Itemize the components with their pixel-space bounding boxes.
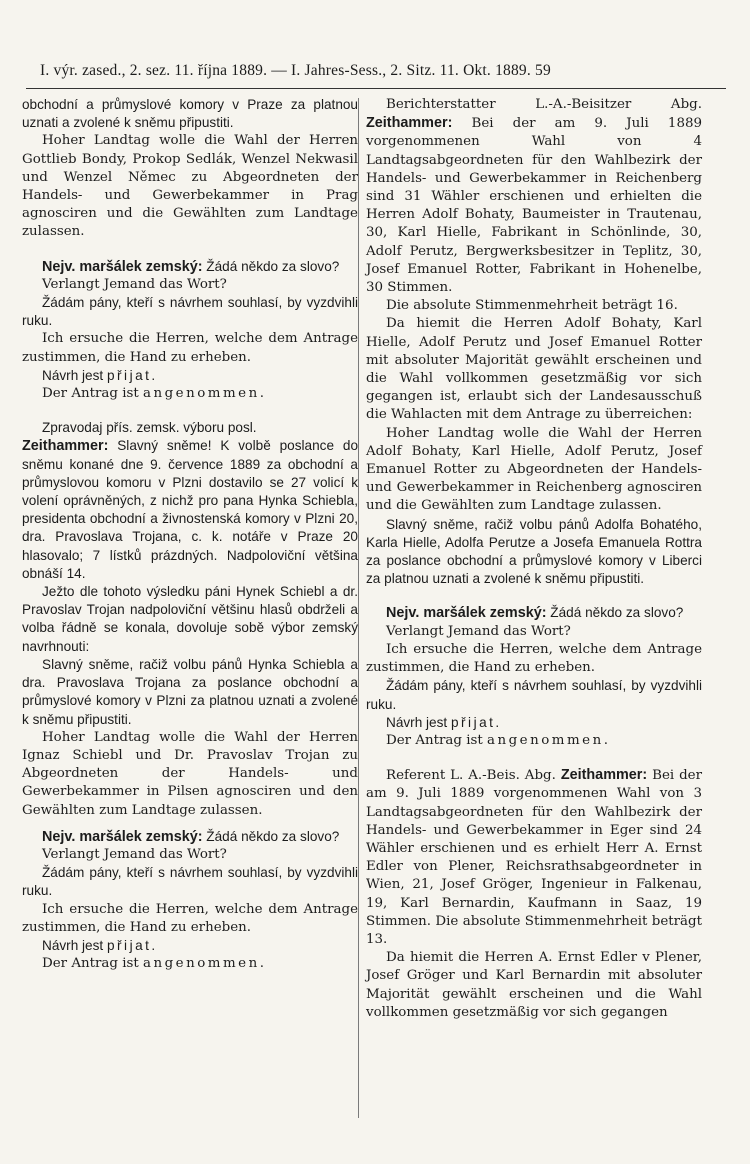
spacer [22, 403, 358, 419]
speech-text: Slavný sněme! K volbě poslance do sněmu konané dne 9. července 1889 za obchodní a průmyslovou komoru v Plzni dostavilo se 27 volicí k volení oprávněných, z nichž pro pana Hynka Schiebla, presidenta obchodní a živnostenská komory v Plzni 20, dra. Pravoslava Trojana, c. k. notáře v Praze 20 hlasovalo; 7 lístků prázdných. Nadpoloviční většina obnáší 14. [22, 438, 358, 581]
paragraph: Žádám pány, kteří s návrhem souhlasí, by vyzdvihli ruku. [366, 678, 702, 712]
paragraph: Ich ersuche die Herren, welche dem Antrage zustimmen, die Hand zu erheben. [22, 901, 358, 935]
spacer [366, 750, 702, 766]
column-divider [358, 98, 359, 1118]
right-column [366, 96, 702, 1022]
speech [366, 96, 702, 297]
header-rule [26, 88, 726, 89]
paragraph: Hoher Landtag wolle die Wahl der Herren Ignaz Schiebl und Dr. Pravoslav Trojan zu Abgeordneten der Handels- und Gewerbekammer in Pilsen agnosciren und den Gewählten zum Landtage zulassen. [22, 729, 358, 818]
paragraph [22, 385, 358, 403]
paragraph: Da hiemit die Herren Adolf Bohaty, Karl Hielle, Adolf Perutz und Josef Emanuel Rotter mit absoluter Majorität gewählt erscheinen und die Wahl vollkommen gesetzmäßig vor sich gegangen ist, erlaubt sich der Landesausschuß die Wahlacten mit dem Antrage zu überreichen: [366, 316, 702, 423]
speech [366, 604, 702, 622]
paragraph [366, 714, 702, 732]
text: Návrh jest [42, 937, 107, 953]
speaker-name: Nejv. maršálek zemský: [42, 828, 203, 845]
spaced-text: přijat. [106, 367, 158, 383]
speech [22, 419, 358, 583]
speaker-name: Zeithammer: [366, 115, 453, 132]
text: Der Antrag ist [386, 732, 487, 748]
spaced-text: přijat. [450, 714, 502, 730]
paragraph: Slavný sněme, račiž volbu pánů Hynka Schiebla a dra. Pravoslava Trojana za poslance obchodní a průmyslové komory v Plzni za platnou uznati a zvolené k sněmu připustiti. [22, 656, 358, 727]
speech-text: Žádá někdo za slovo? [202, 828, 340, 844]
paragraph: Verlangt Jemand das Wort? [386, 623, 571, 639]
paragraph: Ich ersuche die Herren, welche dem Antrage zustimmen, die Hand zu erheben. [366, 641, 702, 676]
speech [22, 828, 358, 846]
text: Návrh jest [386, 714, 451, 730]
speech [366, 766, 702, 949]
text: Zpravodaj přís. zemsk. výboru posl. [42, 420, 257, 436]
paragraph: Verlangt Jemand das Wort? [42, 276, 227, 292]
paragraph: Verlangt Jemand das Wort? [42, 846, 227, 862]
paragraph [22, 937, 358, 955]
speech-text: Žádá někdo za slovo? [202, 258, 340, 274]
speaker-name: Nejv. maršálek zemský: [42, 258, 203, 275]
paragraph [22, 367, 358, 385]
speech-text: Žádá někdo za slovo? [546, 605, 684, 621]
paragraph [366, 732, 702, 750]
paragraph: Hoher Landtag wolle die Wahl der Herren Adolf Bohaty, Karl Hielle, Adolf Perutz, Josef Emanuel Rotter zu Abgeordneten der Handels- und Gewerbekammer in Reichenberg agnosciren und die Gewählten zum Landtage zulassen. [366, 425, 702, 514]
paragraph: obchodní a průmyslové komory v Praze za platnou uznati a zvolené k sněmu připustiti. [22, 97, 358, 131]
spaced-text: přijat. [106, 937, 158, 953]
speaker-name: Nejv. maršálek zemský: [386, 605, 547, 622]
text: Der Antrag ist [42, 386, 143, 402]
spaced-text: angenommen. [487, 732, 611, 748]
spaced-text: angenommen. [143, 956, 267, 972]
text: Der Antrag ist [42, 956, 143, 972]
paragraph: Die absolute Stimmenmehrheit beträgt 16. [386, 298, 678, 314]
text: Berichterstatter L.-A.-Beisitzer Abg. [386, 97, 702, 112]
speech [22, 258, 358, 276]
spaced-text: angenommen. [143, 386, 267, 402]
speech-text: Bei der am 9. Juli 1889 vorgenommenen Wahl von 3 Landtagsabgeordneten für den Wahlbezirk der Handels- und Gewerbekammer in Eger sind 24 Wähler erschienen und es erhielt Herr A. Ernst Edler von Plener, Reichsrathsabgeordneter in Wien, 21, Josef Gröger, Ingenieur in Falkenau, 19, Karl Bernardin, Kaufmann in Saaz, 19 Stimmen. Die absolute Stimmenmehrheit beträgt 13. [366, 768, 702, 947]
spacer [366, 588, 702, 604]
speech-text: Bei der am 9. Juli 1889 vorgenommenen Wahl von 4 Landtagsabgeordneten für den Wahlbezirk der Handels- und Gewerbekammer in Reichenberg sind 31 Wähler erschienen und erhielten die Herren Adolf Bohaty, Baumeister in Trautenau, 30, Karl Hielle, Fabrikant in Schönlinde, 30, Adolf Perutz, Bergwerksbesitzer in Teplitz, 30, Josef Emanuel Rotter, Fabrikant in Hohenelbe, 30 Stimmen. [366, 116, 702, 296]
paragraph: Žádám pány, kteří s návrhem souhlasí, by vyzdvihli ruku. [22, 865, 358, 899]
text: Návrh jest [42, 367, 107, 383]
left-column [22, 96, 358, 973]
paragraph: Žádám pány, kteří s návrhem souhlasí, by vyzdvihli ruku. [22, 295, 358, 329]
page-header: I. výr. zased., 2. sez. 11. října 1889. — I. Jahres-Sess., 2. Sitz. 11. Okt. 1889. 59 [40, 62, 551, 79]
paragraph: Ježto dle tohoto výsledku páni Hynek Schiebl a dr. Pravoslav Trojan nadpoloviční většinu hlasů obdrželi a volba řádně se konala, dovoluje sobě výbor zemský navrhnouti: [22, 584, 358, 654]
speaker-name: Zeithammer: [560, 767, 648, 784]
paragraph: Da hiemit die Herren A. Ernst Edler v Plener, Josef Gröger und Karl Bernardin mit absoluter Majorität gewählt erscheinen und die Wahl vollkommen gesetzmäßig vor sich gegangen [366, 950, 702, 1020]
spacer [22, 820, 358, 828]
text: Referent L. A.-Beis. Abg. [386, 768, 561, 784]
spacer [22, 242, 358, 258]
paragraph [22, 955, 358, 973]
paragraph: Slavný sněme, račiž volbu pánů Adolfa Bohatého, Karla Hielle, Adolfa Perutze a Josefa Emanuela Rottra za poslance obchodní a průmyslové komory v Liberci za platnou uznati a zvolené k sněmu připustiti. [366, 516, 702, 587]
paragraph: Hoher Landtag wolle die Wahl der Herren Gottlieb Bondy, Prokop Sedlák, Wenzel Nekwasil und Wenzel Němec zu Abgeordneten der Handels- und Gewerbekammer in Prag agnosciren und die Gewählten zum Landtage zulassen. [22, 133, 358, 240]
speaker-name: Zeithammer: [22, 438, 109, 455]
paragraph: Ich ersuche die Herren, welche dem Antrage zustimmen, die Hand zu erheben. [22, 331, 358, 365]
